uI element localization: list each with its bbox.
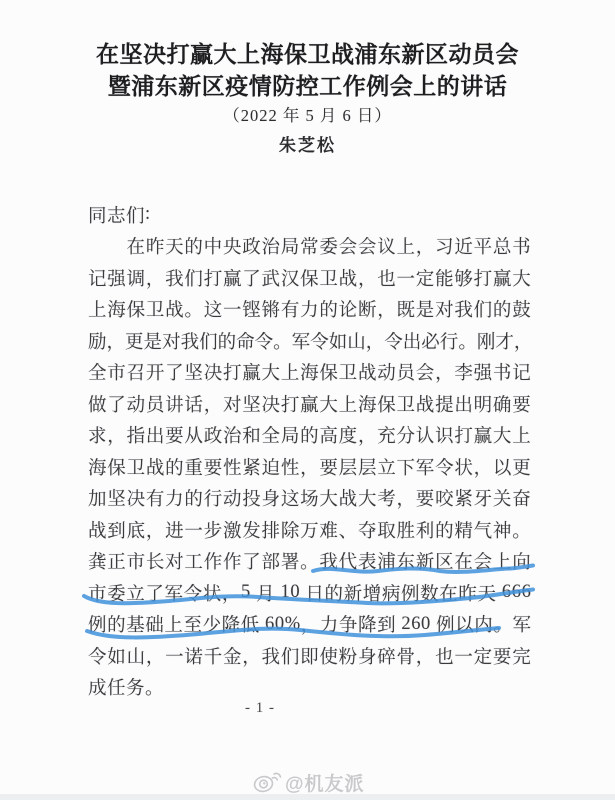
body-line: 成 任 务 。 [88,679,165,700]
scan-edge-strip [0,794,615,800]
body-line: 励 ， 更 是 对 我 们 的 命 令 。 军 令 如 山 ， 令 出 必 行 。 刚 才 ， [88,332,533,353]
document-date: （2022 年 5 月 6 日） [223,106,392,125]
document-title-line-2: 暨浦东新区疫情防控工作例会上的讲话 [107,74,508,99]
body-line: 上 海 保 卫 战 。 这 一 铿 锵 有 力 的 论 断 ， 既 是 对 我 们 的 鼓 [88,301,531,322]
body-line: 记 强 调 ， 我 们 打 赢 了 武 汉 保 卫 战 ， 也 一 定 能 够 打 赢 大 [88,269,531,290]
page-number: - 1 - [245,700,275,716]
body-line: 全 市 召 开 了 坚 决 打 赢 大 上 海 保 卫 战 动 员 会 ， 李 强 书 记 [88,364,531,385]
body-line: 海 保 卫 战 的 重 要 性 紧 迫 性 ， 要 层 层 立 下 军 令 状 ， 以 更 [88,458,531,479]
watermark-text: @机友派 [285,773,365,795]
body-line-underlined: 市 委 立 了 军 令 状 ， 5 月 1 0 日 的 新 增 病 例 数 在 昨 天 6 6 6 [88,582,531,605]
document-title-line-1: 在坚决打赢大上海保卫战浦东新区动员会 [96,42,519,67]
watermark [252,769,365,795]
weibo-icon [252,769,282,795]
body-line: 求 ， 指 出 要 从 政 治 和 全 局 的 高 度 ， 充 分 认 识 打 赢 大 上 [88,427,531,448]
document-body [88,199,531,703]
body-line: 做 了 动 员 讲 话 ， 对 坚 决 打 赢 大 上 海 保 卫 战 提 出 明 确 要 [88,395,531,416]
body-line-underlined: 龚 正 市 长 对 工 作 作 了 部 署 。 我 代 表 浦 东 新 区 在 会 上 向 [88,553,531,574]
body-line: 在 昨 天 的 中 央 政 治 局 常 委 会 会 议 上 ， 习 近 平 总 书 [126,238,531,259]
body-line-underlined: 例 的 基 础 上 至 少 降 低 6 0 % ， 力 争 降 到 2 6 0 例 以 内 。 军 [88,613,531,637]
document-author: 朱芝松 [279,136,336,155]
body-line: 战 到 底 ， 进 一 步 激 发 排 除 万 难 、 夺 取 胜 利 的 精 气 神 。 [88,521,531,542]
body-line: 同 志 们 : [88,204,151,227]
body-line: 加 坚 决 有 力 的 行 动 投 身 这 场 大 战 大 考 ， 要 咬 紧 牙 关 奋 [88,490,531,511]
body-line: 令 如 山 ， 一 诺 千 金 ， 我 们 即 使 粉 身 碎 骨 ， 也 一 定 要 完 [88,647,531,668]
